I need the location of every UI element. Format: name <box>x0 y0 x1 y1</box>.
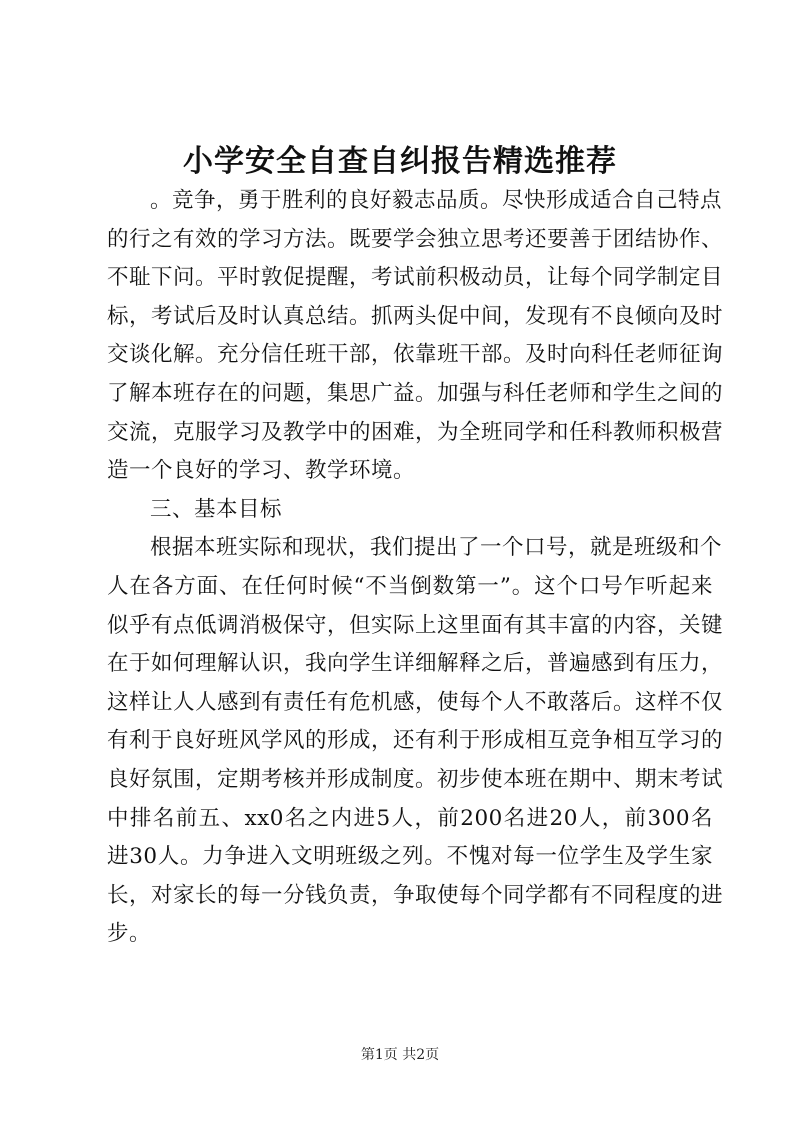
paragraph-line: 步。 <box>107 921 152 947</box>
paragraph-line: 交谈化解。充分信任班干部，依靠班干部。及时向科任老师征询 <box>107 342 724 368</box>
paragraph-line: 。竞争，勇于胜利的良好毅志品质。尽快形成适合自己特点 <box>150 188 723 213</box>
paragraph-line: 有利于良好班风学风的形成，还有利于形成相互竞争相互学习的 <box>107 728 724 754</box>
paragraph-line: 人在各方面、在任何时候“不当倒数第一”。这个口号乍听起来 <box>107 573 713 599</box>
section-heading: 三、基本目标 <box>150 496 283 522</box>
paragraph-line: 标，考试后及时认真总结。抓两头促中间，发现有不良倾向及时 <box>107 303 724 329</box>
document-title: 小学安全自查自纠报告精选推荐 <box>183 144 617 179</box>
paragraph-line: 不耻下问。平时敦促提醒，考试前积极动员，让每个同学制定目 <box>107 265 724 291</box>
paragraph-line: 中排名前五、xx0名之内进5人，前200名进20人，前300名 <box>107 805 713 831</box>
paragraph-line: 了解本班存在的问题，集思广益。加强与科任老师和学生之间的 <box>107 380 724 406</box>
paragraph-line: 在于如何理解认识，我向学生详细解释之后，普遍感到有压力， <box>107 651 724 677</box>
paragraph-line: 这样让人人感到有责任有危机感，使每个人不敢落后。这样不仅 <box>107 689 724 715</box>
paragraph-line: 的行之有效的学习方法。既要学会独立思考还要善于团结协作、 <box>107 226 724 252</box>
paragraph-line: 根据本班实际和现状，我们提出了一个口号，就是班级和个 <box>150 535 723 561</box>
document-body <box>107 182 724 954</box>
paragraph-line: 进30人。力争进入文明班级之列。不愧对每一位学生及学生家 <box>107 844 713 870</box>
page-number-footer: 第1页 共2页 <box>360 1047 440 1063</box>
paragraph-line: 交流，克服学习及教学中的困难，为全班同学和任科教师积极营 <box>107 419 724 445</box>
paragraph-line: 造一个良好的学习、教学环境。 <box>107 458 416 484</box>
paragraph-line: 长，对家长的每一分钱负责，争取使每个同学都有不同程度的进 <box>107 882 724 908</box>
paragraph-line: 似乎有点低调消极保守，但实际上这里面有其丰富的内容，关键 <box>107 612 724 638</box>
paragraph-line: 良好氛围，定期考核并形成制度。初步使本班在期中、期末考试 <box>107 766 724 792</box>
